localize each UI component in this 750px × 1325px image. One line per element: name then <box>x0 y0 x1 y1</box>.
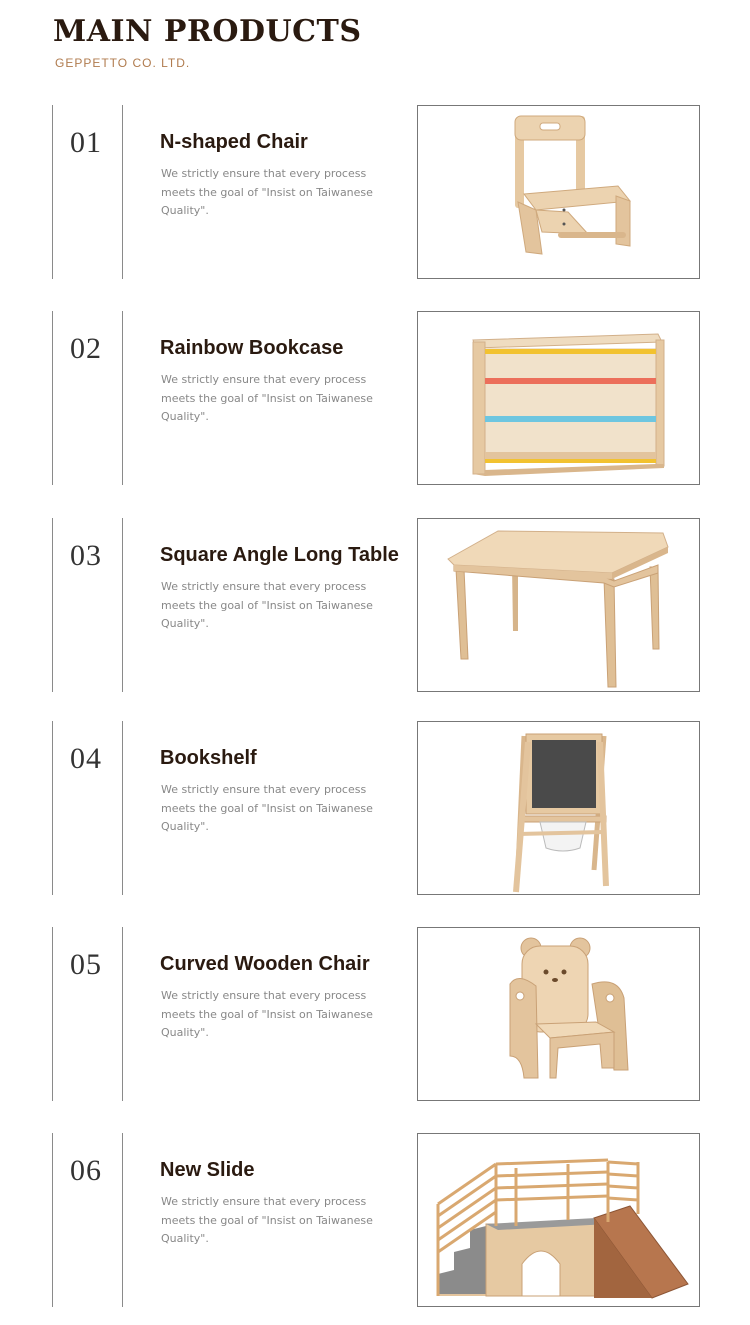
product-item[interactable] <box>0 105 750 279</box>
product-item[interactable] <box>0 311 750 485</box>
product-image-new-slide[interactable] <box>417 1133 700 1307</box>
product-description: We strictly ensure that every process meets the goal of "Insist on Taiwanese Quality". <box>161 1195 373 1245</box>
bookcase-illustration <box>418 312 699 484</box>
chair-illustration <box>418 106 699 278</box>
product-number: 04 <box>70 742 102 775</box>
divider-line <box>122 105 123 279</box>
product-image-bookshelf-easel[interactable] <box>417 721 700 895</box>
product-name[interactable]: Square Angle Long Table <box>160 544 399 566</box>
product-name[interactable]: Rainbow Bookcase <box>160 337 344 359</box>
product-name[interactable]: Bookshelf <box>160 747 257 769</box>
product-number: 05 <box>70 948 102 981</box>
product-item[interactable] <box>0 1133 750 1307</box>
divider-line <box>52 1133 53 1307</box>
divider-line <box>52 105 53 279</box>
product-name[interactable]: N-shaped Chair <box>160 131 308 153</box>
product-name[interactable]: New Slide <box>160 1159 255 1181</box>
product-description: We strictly ensure that every process meets the goal of "Insist on Taiwanese Quality". <box>161 373 373 423</box>
slide-illustration <box>418 1134 699 1306</box>
divider-line <box>52 311 53 485</box>
easel-illustration <box>418 722 699 894</box>
divider-line <box>52 721 53 895</box>
product-description: We strictly ensure that every process meets the goal of "Insist on Taiwanese Quality". <box>161 580 373 630</box>
product-image-long-table[interactable] <box>417 518 700 692</box>
divider-line <box>122 927 123 1101</box>
divider-line <box>52 518 53 692</box>
product-description: We strictly ensure that every process meets the goal of "Insist on Taiwanese Quality". <box>161 783 373 833</box>
company-name: GEPPETTO CO. LTD. <box>55 56 191 70</box>
product-item[interactable] <box>0 721 750 895</box>
page-title: MAIN PRODUCTS <box>53 14 362 49</box>
product-description: We strictly ensure that every process meets the goal of "Insist on Taiwanese Quality". <box>161 167 373 217</box>
product-number: 03 <box>70 539 102 572</box>
divider-line <box>122 1133 123 1307</box>
divider-line <box>122 518 123 692</box>
product-item[interactable] <box>0 518 750 692</box>
product-number: 02 <box>70 332 102 365</box>
product-image-n-shaped-chair[interactable] <box>417 105 700 279</box>
product-description: We strictly ensure that every process meets the goal of "Insist on Taiwanese Quality". <box>161 989 373 1039</box>
product-image-curved-chair[interactable] <box>417 927 700 1101</box>
table-illustration <box>418 519 699 691</box>
divider-line <box>122 721 123 895</box>
divider-line <box>122 311 123 485</box>
bear-chair-illustration <box>418 928 699 1100</box>
product-number: 01 <box>70 126 102 159</box>
product-number: 06 <box>70 1154 102 1187</box>
divider-line <box>52 927 53 1101</box>
product-item[interactable] <box>0 927 750 1101</box>
product-name[interactable]: Curved Wooden Chair <box>160 953 370 975</box>
product-image-rainbow-bookcase[interactable] <box>417 311 700 485</box>
